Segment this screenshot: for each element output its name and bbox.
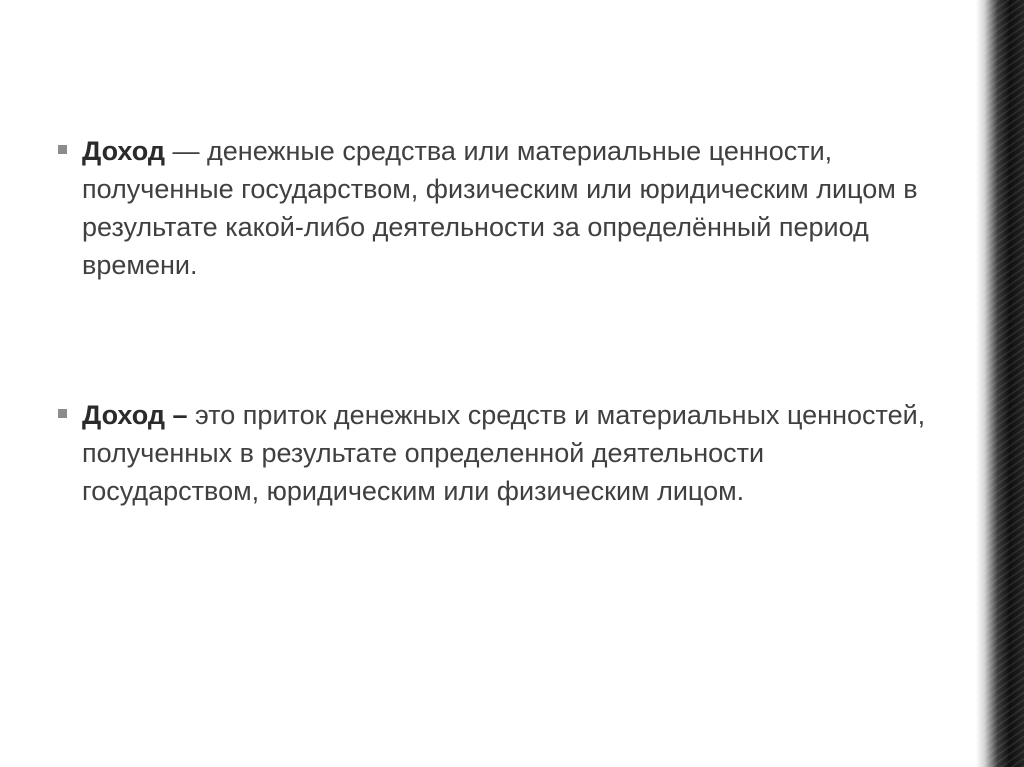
definition-term: Доход – — [82, 400, 188, 430]
square-bullet-icon — [58, 409, 67, 418]
definition-item-1 — [58, 132, 938, 284]
square-bullet-icon — [58, 145, 67, 154]
definition-text: денежные средства или материальные ценности, полученные государством, физическим или юридическим лицом в результате какой-либо деятельности за определённый период времени. — [82, 136, 918, 280]
page-edge-shadow — [976, 0, 1024, 767]
slide-content — [58, 132, 938, 510]
definition-item-2 — [58, 396, 938, 510]
definition-separator — [188, 400, 196, 430]
definition-term: Доход — [82, 136, 166, 166]
definition-separator: — — [165, 136, 208, 166]
definition-text: это приток денежных средств и материальных ценностей, полученных в результате определенной деятельности государством, юридическим или физическим лицом. — [82, 400, 926, 506]
